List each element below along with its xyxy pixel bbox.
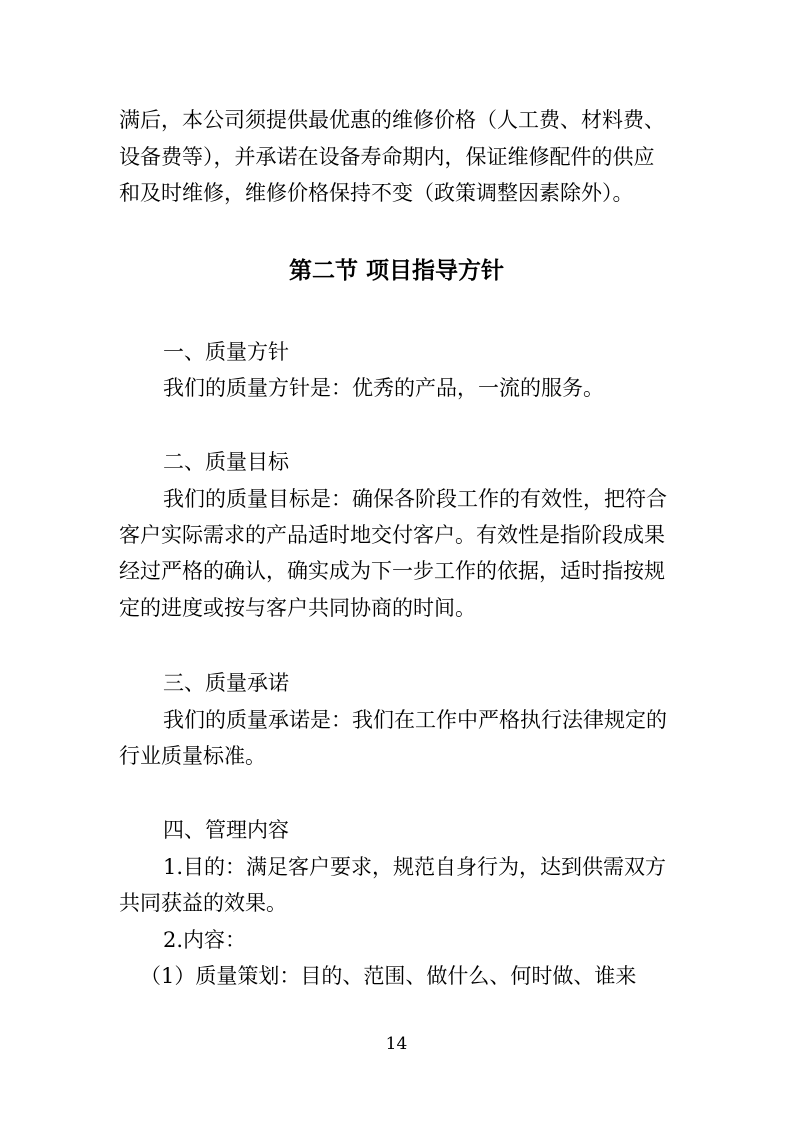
policy-heading: 一、质量方针 <box>163 340 289 364</box>
objective-line-3: 经过严格的确认，确实成为下一步工作的依据，适时指按规 <box>119 559 665 583</box>
section-title: 第二节 项目指导方针 <box>288 258 504 284</box>
management-line-2: 共同获益的效果。 <box>119 891 287 915</box>
intro-line-3: 和及时维修，维修价格保持不变（政策调整因素除外）。 <box>119 181 634 205</box>
objective-heading: 二、质量目标 <box>163 450 289 474</box>
intro-line-2: 设备费等），并承诺在设备寿命期内，保证维修配件的供应 <box>119 145 655 169</box>
policy-line-1: 我们的质量方针是：优秀的产品，一流的服务。 <box>163 376 604 400</box>
objective-line-1: 我们的质量目标是：确保各阶段工作的有效性，把符合 <box>163 487 667 511</box>
management-line-3: 2.内容： <box>163 928 247 952</box>
objective-line-4: 定的进度或按与客户共同协商的时间。 <box>119 596 476 620</box>
objective-line-2: 客户实际需求的产品适时地交付客户。有效性是指阶段成果 <box>119 523 665 547</box>
management-line-4: （1）质量策划：目的、范围、做什么、何时做、谁来 <box>140 964 637 988</box>
commitment-heading: 三、质量承诺 <box>163 671 289 695</box>
management-line-1: 1.目的：满足客户要求，规范自身行为，达到供需双方 <box>163 855 667 879</box>
intro-line-1: 满后，本公司须提供最优惠的维修价格（人工费、材料费、 <box>119 108 665 132</box>
commitment-line-2: 行业质量标准。 <box>119 744 266 768</box>
commitment-line-1: 我们的质量承诺是：我们在工作中严格执行法律规定的 <box>163 708 667 732</box>
page-number: 14 <box>385 1034 408 1054</box>
management-heading: 四、管理内容 <box>163 818 289 842</box>
